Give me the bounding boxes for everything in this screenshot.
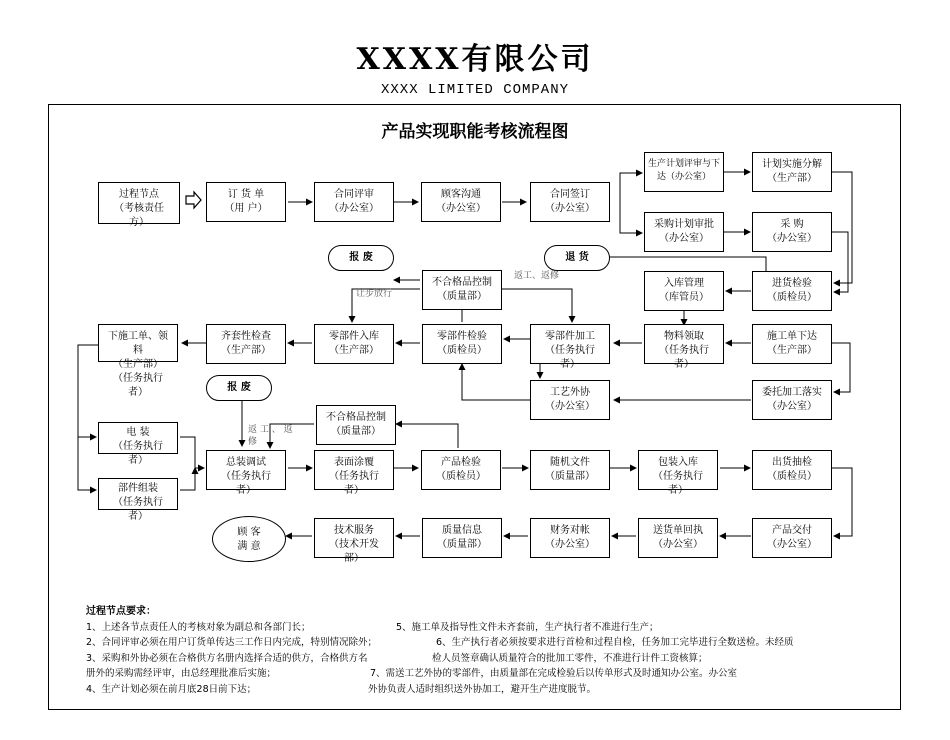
note-5: 5、施工单及指导性文件未齐套前，生产执行者不准进行生产； xyxy=(396,621,659,633)
node-packing-warehousing: 包装入库 （任务执行 者） xyxy=(638,450,718,490)
note-6b: 检人员签章确认质量符合的批加工零件，不准进行计件工资核算； xyxy=(432,652,708,664)
note-7b: 外协负责人适时组织送外协加工，避开生产进度脱节。 xyxy=(368,683,597,695)
node-plan-breakdown: 计划实施分解 （生产部） xyxy=(752,152,832,192)
note-1: 1、上述各节点责任人的考核对象为副总和各部门长； xyxy=(86,621,311,633)
node-entrusted-processing: 委托加工落实 （办公室） xyxy=(752,380,832,420)
node-delivery-receipt: 送货单回执 （办公室） xyxy=(638,518,718,558)
node-parts-machining: 零部件加工 （任务执行 者） xyxy=(530,324,610,364)
chart-title: 产品实现职能考核流程图 xyxy=(381,122,569,142)
node-electrical-assembly: 电 装 （任务执行 者） xyxy=(98,422,178,454)
node-process-outsourcing: 工艺外协 （办公室） xyxy=(530,380,610,420)
node-issue-work-order: 下施工单、领 料 （生产部） （任务执行 者） xyxy=(98,324,178,362)
company-name-cn: XXXX有限公司 xyxy=(356,42,594,77)
node-finance-reconciliation: 财务对帐 （办公室） xyxy=(530,518,610,558)
node-product-inspection: 产品检验 （质检员） xyxy=(421,450,501,490)
node-customer-satisfaction: 顾 客 满 意 xyxy=(212,516,286,562)
node-accompanying-docs: 随机文件 （质量部） xyxy=(530,450,610,490)
node-quality-info: 质量信息 （质量部） xyxy=(422,518,502,558)
node-purchase-plan-approval: 采购计划审批 （办公室） xyxy=(644,212,724,252)
node-final-assembly: 总装调试 （任务执行 者） xyxy=(206,450,286,490)
node-order: 订 货 单 （用 户） xyxy=(206,182,286,222)
note-6: 6、生产执行者必须按要求进行首检和过程自检，任务加工完毕进行全数送检。未经质 xyxy=(436,637,794,648)
node-scrap-2: 报 废 xyxy=(206,375,272,401)
node-customer-communication: 顾客沟通 （办公室） xyxy=(421,182,501,222)
node-outgoing-sampling: 出货抽检 （质检员） xyxy=(752,450,832,490)
company-name-en: XXXX LIMITED COMPANY xyxy=(380,82,570,98)
node-nonconforming-control-1: 不合格品控制 （质量部） xyxy=(422,270,502,310)
notes-heading: 过程节点要求： xyxy=(86,606,156,617)
label-rework-2b: 修 xyxy=(248,437,258,447)
node-contract-review: 合同评审 （办公室） xyxy=(314,182,394,222)
node-incoming-inspection: 进货检验 （质检员） xyxy=(752,271,832,311)
node-kit-check: 齐套性检查 （生产部） xyxy=(206,324,286,364)
note-4: 4、生产计划必须在前月底28日前下达； xyxy=(86,683,257,695)
note-7: 7、需送工艺外协的零部件，由质量部在完成检验后以传单形式及时通知办公室。办公室 xyxy=(370,668,738,679)
node-nonconforming-control-2: 不合格品控制 （质量部） xyxy=(316,405,396,445)
node-surface-coating: 表面涂覆 （任务执行 者） xyxy=(314,450,394,490)
node-return-goods: 退 货 xyxy=(544,245,610,271)
node-warehousing: 入库管理 （库管员） xyxy=(644,271,724,311)
requirements-notes xyxy=(86,604,794,697)
node-scrap-1: 报 废 xyxy=(328,245,394,271)
node-component-assembly: 部件组装 （任务执行 者） xyxy=(98,478,178,510)
node-technical-service: 技术服务 （技术开发 部） xyxy=(314,518,394,558)
node-production-plan-review: 生产计划评审与下 达（办公室） xyxy=(644,152,724,192)
node-work-order-issued: 施工单下达 （生产部） xyxy=(752,324,832,364)
node-parts-warehousing: 零部件入库 （生产部） xyxy=(314,324,394,364)
label-rework-2a: 返 工 、 返 xyxy=(248,425,293,435)
legend-node-key: 过程节点 （考核责任 方） xyxy=(98,182,180,224)
node-product-delivery: 产品交付 （办公室） xyxy=(752,518,832,558)
node-material-picking: 物料领取 （任务执行 者） xyxy=(644,324,724,364)
node-contract-signing: 合同签订 （办公室） xyxy=(530,182,610,222)
label-concession: 让步放行 xyxy=(356,289,393,299)
label-rework-1: 返工、返修 xyxy=(514,271,560,281)
note-3b: 册外的采购需经评审，由总经理批准后实施； xyxy=(86,668,277,679)
node-purchase: 采 购 （办公室） xyxy=(752,212,832,252)
note-3: 3、采购和外协必须在合格供方名册内选择合适的供方，合格供方名 xyxy=(86,652,368,664)
node-parts-inspection: 零部件检验 （质检员） xyxy=(422,324,502,364)
note-2: 2、合同评审必须在用户订货单传达三工作日内完成，特别情况除外； xyxy=(86,637,378,648)
